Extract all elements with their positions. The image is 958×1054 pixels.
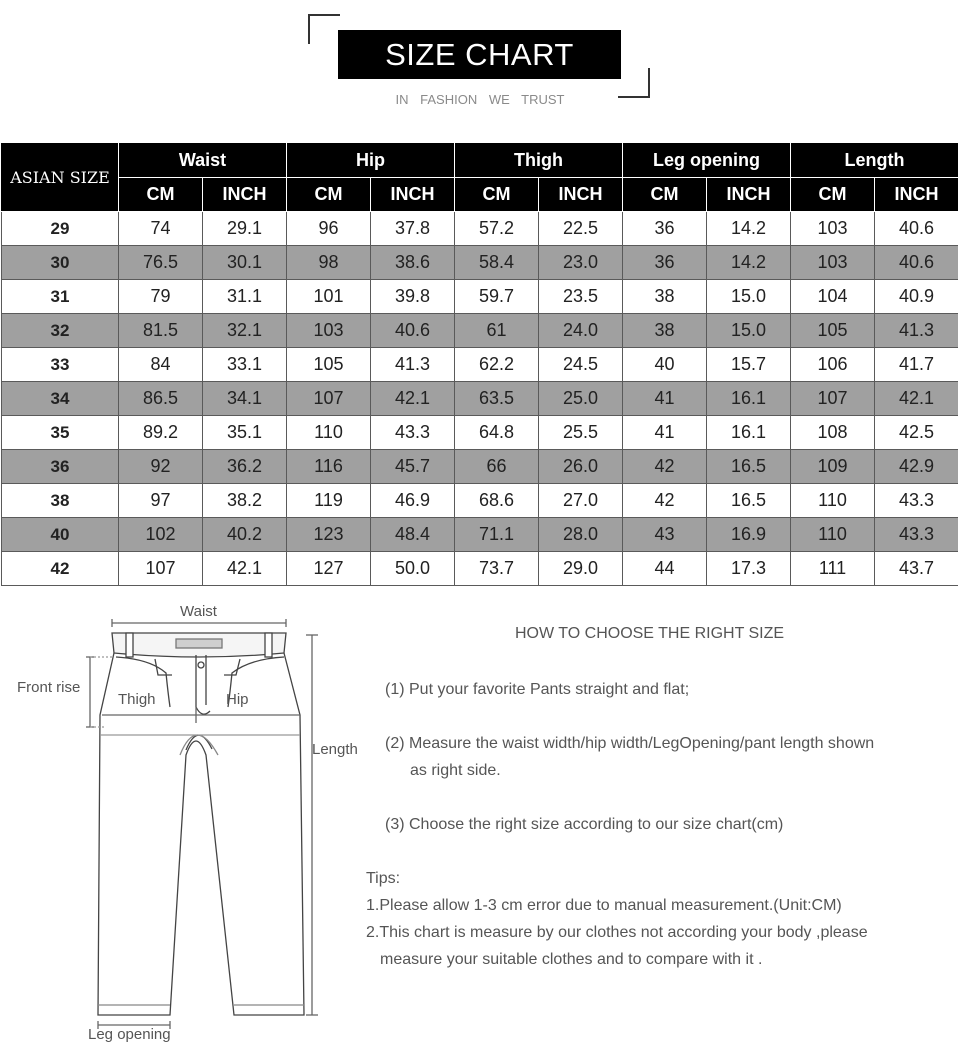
measurement-cell: 41.3 xyxy=(371,348,455,382)
table-row xyxy=(2,212,958,246)
measurement-cell: 63.5 xyxy=(455,382,539,416)
measurement-cell: 43.3 xyxy=(875,518,958,552)
measurement-cell: 14.2 xyxy=(707,246,791,280)
size-cell: 29 xyxy=(2,212,119,246)
measurement-cell: 41.3 xyxy=(875,314,958,348)
measurement-cell: 42 xyxy=(623,450,707,484)
measurement-cell: 34.1 xyxy=(203,382,287,416)
measurement-cell: 108 xyxy=(791,416,875,450)
measurement-cell: 110 xyxy=(287,416,371,450)
measurement-cell: 107 xyxy=(119,552,203,586)
instruction-step-1 xyxy=(385,676,945,703)
unit-header-cm: CM xyxy=(119,178,203,212)
size-cell: 33 xyxy=(2,348,119,382)
table-row xyxy=(2,552,958,586)
measurement-cell: 43 xyxy=(623,518,707,552)
measurement-cell: 24.5 xyxy=(539,348,623,382)
measurement-cell: 62.2 xyxy=(455,348,539,382)
measurement-cell: 116 xyxy=(287,450,371,484)
step-2-continuation: as right side. xyxy=(410,762,501,779)
size-cell: 38 xyxy=(2,484,119,518)
measurement-cell: 42.5 xyxy=(875,416,958,450)
how-to-choose-heading: HOW TO CHOOSE THE RIGHT SIZE xyxy=(515,625,785,642)
measurement-cell: 36 xyxy=(623,246,707,280)
tips-section xyxy=(366,865,946,973)
step-3-text: (3) Choose the right size according to our size chart(cm) xyxy=(385,816,784,833)
measurement-cell: 59.7 xyxy=(455,280,539,314)
measurement-cell: 42.9 xyxy=(875,450,958,484)
measurement-cell: 38 xyxy=(623,280,707,314)
size-cell: 30 xyxy=(2,246,119,280)
measurement-cell: 97 xyxy=(119,484,203,518)
corner-bracket-top-left xyxy=(308,14,340,44)
unit-header-cm: CM xyxy=(287,178,371,212)
measurement-cell: 71.1 xyxy=(455,518,539,552)
measurement-cell: 37.8 xyxy=(371,212,455,246)
measurement-cell: 25.5 xyxy=(539,416,623,450)
measurement-cell: 45.7 xyxy=(371,450,455,484)
unit-header-inch: INCH xyxy=(707,178,791,212)
table-row xyxy=(2,314,958,348)
table-row xyxy=(2,246,958,280)
measurement-cell: 17.3 xyxy=(707,552,791,586)
measurement-cell: 40.6 xyxy=(371,314,455,348)
step-1-text: (1) Put your favorite Pants straight and flat; xyxy=(385,681,690,698)
measurement-cell: 15.0 xyxy=(707,280,791,314)
measurement-cell: 38 xyxy=(623,314,707,348)
measurement-cell: 29.0 xyxy=(539,552,623,586)
tagline: IN FASHION WE TRUST xyxy=(395,92,565,107)
measurement-cell: 33.1 xyxy=(203,348,287,382)
measurement-cell: 107 xyxy=(287,382,371,416)
unit-header-cm: CM xyxy=(455,178,539,212)
measurement-cell: 104 xyxy=(791,280,875,314)
size-cell: 31 xyxy=(2,280,119,314)
measurement-cell: 14.2 xyxy=(707,212,791,246)
measurement-cell: 41 xyxy=(623,382,707,416)
tip-2-continuation: measure your suitable clothes and to compare with it . xyxy=(380,951,763,968)
size-cell: 42 xyxy=(2,552,119,586)
measurement-cell: 43.3 xyxy=(371,416,455,450)
measurement-cell: 39.8 xyxy=(371,280,455,314)
measurement-cell: 41.7 xyxy=(875,348,958,382)
measurement-cell: 29.1 xyxy=(203,212,287,246)
unit-header-cm: CM xyxy=(791,178,875,212)
tip-1: 1.Please allow 1-3 cm error due to manual measurement.(Unit:CM) xyxy=(366,897,842,914)
measurement-cell: 41 xyxy=(623,416,707,450)
measurement-cell: 110 xyxy=(791,518,875,552)
measurement-cell: 15.7 xyxy=(707,348,791,382)
diagram-label-thigh: Thigh xyxy=(118,691,156,708)
measurement-cell: 36 xyxy=(623,212,707,246)
measurement-cell: 40.6 xyxy=(875,246,958,280)
measurement-cell: 26.0 xyxy=(539,450,623,484)
measurement-cell: 102 xyxy=(119,518,203,552)
table-body xyxy=(2,212,958,586)
diagram-label-leg-opening: Leg opening xyxy=(88,1026,171,1043)
group-header-waist: Waist xyxy=(119,144,287,178)
measurement-cell: 76.5 xyxy=(119,246,203,280)
corner-bracket-bottom-right xyxy=(618,68,650,98)
measurement-cell: 40.9 xyxy=(875,280,958,314)
measurement-cell: 89.2 xyxy=(119,416,203,450)
measurement-cell: 127 xyxy=(287,552,371,586)
measurement-cell: 40.2 xyxy=(203,518,287,552)
measurement-cell: 15.0 xyxy=(707,314,791,348)
table-row xyxy=(2,348,958,382)
measurement-cell: 16.1 xyxy=(707,382,791,416)
measurement-cell: 16.5 xyxy=(707,484,791,518)
measurement-cell: 40 xyxy=(623,348,707,382)
measurement-cell: 61 xyxy=(455,314,539,348)
measurement-cell: 98 xyxy=(287,246,371,280)
measurement-cell: 16.5 xyxy=(707,450,791,484)
measurement-cell: 36.2 xyxy=(203,450,287,484)
size-cell: 35 xyxy=(2,416,119,450)
diagram-label-front-rise: Front rise xyxy=(17,679,81,696)
measurement-cell: 43.7 xyxy=(875,552,958,586)
measurement-cell: 42.1 xyxy=(371,382,455,416)
unit-header-inch: INCH xyxy=(371,178,455,212)
measurement-cell: 42.1 xyxy=(203,552,287,586)
measurement-cell: 74 xyxy=(119,212,203,246)
measurement-cell: 31.1 xyxy=(203,280,287,314)
pants-measurement-diagram xyxy=(0,595,370,1054)
measurement-cell: 43.3 xyxy=(875,484,958,518)
measurement-cell: 46.9 xyxy=(371,484,455,518)
measurement-cell: 109 xyxy=(791,450,875,484)
measurement-cell: 84 xyxy=(119,348,203,382)
measurement-cell: 57.2 xyxy=(455,212,539,246)
table-row xyxy=(2,280,958,314)
measurement-cell: 35.1 xyxy=(203,416,287,450)
group-header-hip: Hip xyxy=(287,144,455,178)
measurement-cell: 92 xyxy=(119,450,203,484)
measurement-cell: 50.0 xyxy=(371,552,455,586)
measurement-cell: 44 xyxy=(623,552,707,586)
tip-2: 2.This chart is measure by our clothes not according your body ,please xyxy=(366,924,868,941)
measurement-cell: 103 xyxy=(791,212,875,246)
measurement-cell: 81.5 xyxy=(119,314,203,348)
pants-illustration xyxy=(0,595,370,1054)
size-cell: 34 xyxy=(2,382,119,416)
measurement-cell: 111 xyxy=(791,552,875,586)
instruction-step-2 xyxy=(385,730,945,784)
measurement-cell: 48.4 xyxy=(371,518,455,552)
measurement-cell: 107 xyxy=(791,382,875,416)
measurement-cell: 22.5 xyxy=(539,212,623,246)
measurement-cell: 64.8 xyxy=(455,416,539,450)
measurement-cell: 119 xyxy=(287,484,371,518)
measurement-cell: 103 xyxy=(791,246,875,280)
measurement-cell: 16.9 xyxy=(707,518,791,552)
unit-header-inch: INCH xyxy=(539,178,623,212)
diagram-label-waist: Waist xyxy=(180,603,217,620)
measurement-cell: 79 xyxy=(119,280,203,314)
table-row xyxy=(2,484,958,518)
measurement-cell: 73.7 xyxy=(455,552,539,586)
measurement-cell: 23.5 xyxy=(539,280,623,314)
measurement-cell: 24.0 xyxy=(539,314,623,348)
measurement-cell: 86.5 xyxy=(119,382,203,416)
size-cell: 32 xyxy=(2,314,119,348)
measurement-cell: 16.1 xyxy=(707,416,791,450)
group-header-thigh: Thigh xyxy=(455,144,623,178)
measurement-cell: 110 xyxy=(791,484,875,518)
table-row xyxy=(2,518,958,552)
measurement-cell: 105 xyxy=(791,314,875,348)
measurement-cell: 32.1 xyxy=(203,314,287,348)
group-header-length: Length xyxy=(791,144,958,178)
measurement-cell: 40.6 xyxy=(875,212,958,246)
table-row xyxy=(2,382,958,416)
measurement-cell: 30.1 xyxy=(203,246,287,280)
measurement-cell: 66 xyxy=(455,450,539,484)
size-cell: 36 xyxy=(2,450,119,484)
measurement-cell: 123 xyxy=(287,518,371,552)
measurement-cell: 23.0 xyxy=(539,246,623,280)
asian-size-header: ASIAN SIZE xyxy=(2,144,119,212)
unit-header-cm: CM xyxy=(623,178,707,212)
measurement-cell: 28.0 xyxy=(539,518,623,552)
instruction-step-3 xyxy=(385,811,945,838)
measurement-cell: 101 xyxy=(287,280,371,314)
table-row xyxy=(2,450,958,484)
size-cell: 40 xyxy=(2,518,119,552)
measurement-cell: 25.0 xyxy=(539,382,623,416)
measurement-cell: 38.6 xyxy=(371,246,455,280)
table-row xyxy=(2,416,958,450)
measurement-cell: 58.4 xyxy=(455,246,539,280)
diagram-label-length: Length xyxy=(312,741,358,758)
measurement-cell: 42 xyxy=(623,484,707,518)
measurement-cell: 27.0 xyxy=(539,484,623,518)
measurement-cell: 103 xyxy=(287,314,371,348)
unit-header-inch: INCH xyxy=(875,178,958,212)
size-chart-table xyxy=(1,143,958,586)
tips-label: Tips: xyxy=(366,870,401,887)
measurement-cell: 68.6 xyxy=(455,484,539,518)
measurement-cell: 106 xyxy=(791,348,875,382)
diagram-label-hip: Hip xyxy=(226,691,249,708)
measurement-cell: 105 xyxy=(287,348,371,382)
group-header-leg-opening: Leg opening xyxy=(623,144,791,178)
measurement-cell: 38.2 xyxy=(203,484,287,518)
step-2-text: (2) Measure the waist width/hip width/LegOpening/pant length shown xyxy=(385,735,875,752)
unit-header-inch: INCH xyxy=(203,178,287,212)
page-title: SIZE CHART xyxy=(338,30,621,79)
measurement-cell: 42.1 xyxy=(875,382,958,416)
measurement-cell: 96 xyxy=(287,212,371,246)
